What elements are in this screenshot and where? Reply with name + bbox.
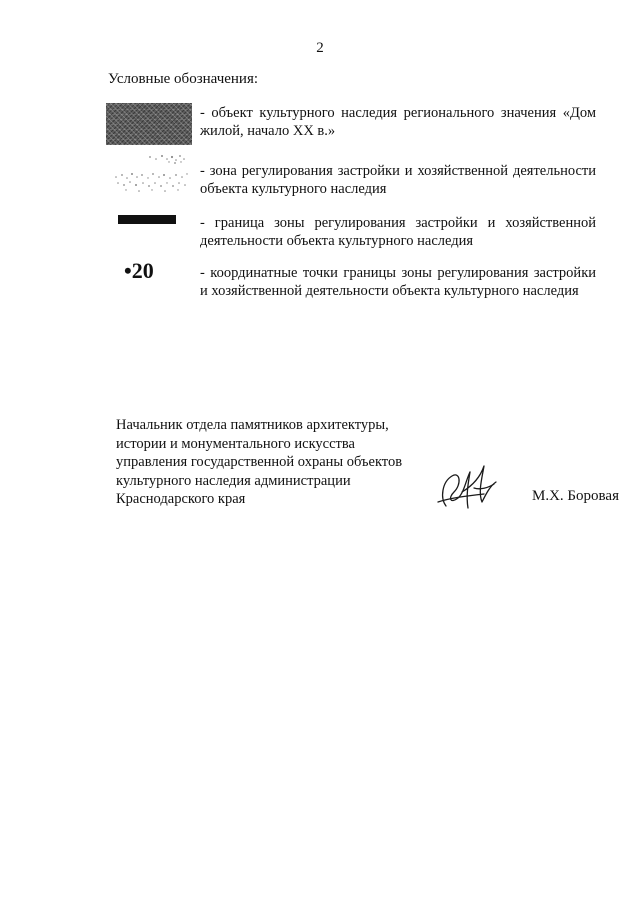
signer-position xyxy=(116,416,436,509)
handwritten-signature xyxy=(432,458,504,519)
signer-position-line: истории и монументального искусства xyxy=(116,435,355,452)
cultural-object-symbol xyxy=(106,103,192,145)
regulation-zone-symbol xyxy=(106,150,192,200)
legend-item-zone-text: - зона регулирования застройки и хозяйственной деятельности объекта культурного наследия xyxy=(200,163,596,197)
legend-item-coordinates-text: - координатные точки границы зоны регулирования застройки и хозяйственной деятельности объекта культурного наследия xyxy=(200,265,596,299)
coordinate-point-symbol: •20 xyxy=(124,258,154,283)
legend-item-object-text: - объект культурного наследия регионального значения «Дом жилой, начало XX в.» xyxy=(200,105,596,139)
signer-position-line: Начальник отдела памятников архитектуры, xyxy=(116,417,389,433)
zone-boundary-symbol xyxy=(118,215,176,224)
signer-position-line: управления государственной охраны объектов xyxy=(116,454,403,470)
signer-name: М.Х. Боровая xyxy=(532,488,619,504)
signer-position-line: Краснодарского края xyxy=(116,491,246,507)
legend-item-boundary-text: - граница зоны регулирования застройки и хозяйственной деятельности объекта культурного наследия xyxy=(200,215,596,249)
signer-position-line: культурного наследия администрации xyxy=(116,472,351,489)
page-number: 2 xyxy=(316,40,324,56)
legend-title: Условные обозначения: xyxy=(108,71,259,87)
